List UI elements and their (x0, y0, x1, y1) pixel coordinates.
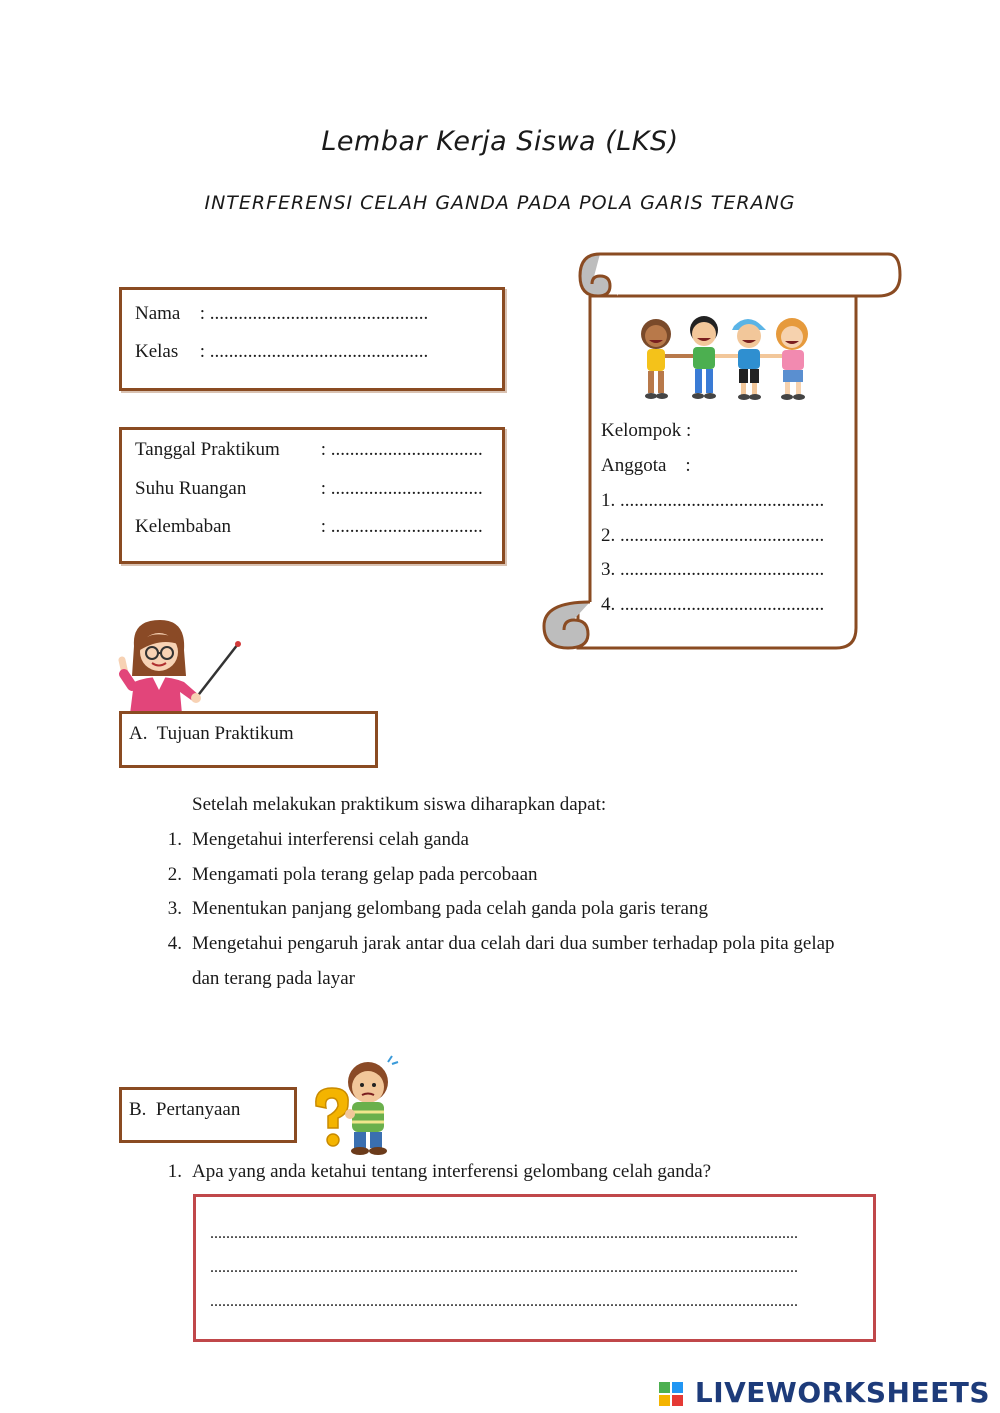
thinking-boy-illustration (290, 1054, 400, 1156)
brand-name: LIVEWORKSHEETS (694, 1376, 990, 1409)
item-text: Mengamati pola terang gelap pada percobaan (192, 864, 538, 885)
liveworksheets-brand (659, 1376, 990, 1409)
section-a-intro: Setelah melakukan praktikum siswa diharapkan dapat: (192, 794, 607, 815)
suhu-label: Suhu Ruangan (135, 478, 247, 499)
kelembaban-row (135, 516, 483, 538)
kelas-field[interactable]: : .............................................. (199, 341, 429, 362)
answer-line-3[interactable]: ................................................................................................................................................... (210, 1293, 798, 1310)
item-text: Menentukan panjang gelombang pada celah ganda pola garis terang (192, 898, 708, 919)
suhu-field[interactable]: : ................................ (320, 478, 483, 499)
item-text-continued: dan terang pada layar (192, 968, 355, 989)
list-item (162, 864, 902, 890)
item-number: 1. (167, 829, 182, 850)
list-item (162, 829, 902, 855)
liveworksheets-logo-icon (659, 1382, 683, 1406)
item-number: 2. (167, 864, 182, 885)
tanggal-field[interactable]: : ................................ (320, 439, 483, 460)
anggota-label: Anggota : (601, 455, 691, 476)
member-2-field[interactable]: 2. ........................................... (601, 525, 825, 546)
answer-line-1[interactable]: ................................................................................................................................................... (210, 1225, 798, 1242)
item-text: Mengetahui pengaruh jarak antar dua celah dari dua sumber terhadap pola pita gelap (192, 933, 835, 954)
answer-line-2[interactable]: ................................................................................................................................................... (210, 1259, 798, 1276)
section-a-heading (119, 711, 378, 768)
question-item (162, 1161, 902, 1187)
section-b-heading-text: B. Pertanyaan (129, 1099, 241, 1120)
kelembaban-label: Kelembaban (135, 516, 232, 537)
question-text: Apa yang anda ketahui tentang interferensi gelombang celah ganda? (192, 1161, 712, 1182)
item-text: Mengetahui interferensi celah ganda (192, 829, 469, 850)
suhu-row (135, 478, 483, 500)
page-subtitle: INTERFERENSI CELAH GANDA PADA POLA GARIS TERANG (204, 192, 796, 214)
teacher-illustration (116, 616, 246, 714)
kelas-label: Kelas (135, 341, 179, 362)
identity-box (119, 287, 505, 391)
section-b-heading (119, 1087, 297, 1143)
member-4-field[interactable]: 4. ........................................... (601, 594, 825, 615)
section-a-heading-text: A. Tujuan Praktikum (129, 723, 294, 744)
kelompok-label: Kelompok : (601, 420, 692, 441)
kelas-row (135, 341, 428, 363)
children-illustration (632, 312, 822, 404)
list-item (162, 898, 902, 924)
list-item (162, 933, 902, 959)
nama-label: Nama (135, 303, 181, 324)
item-number: 3. (167, 898, 182, 919)
page-title: Lembar Kerja Siswa (LKS) (321, 126, 679, 157)
member-3-field[interactable]: 3. ........................................... (601, 559, 825, 580)
nama-row (135, 303, 428, 325)
item-number: 4. (167, 933, 182, 954)
question-number: 1. (167, 1161, 182, 1182)
nama-field[interactable]: : .............................................. (199, 303, 429, 324)
member-1-field[interactable]: 1. ........................................... (601, 490, 825, 511)
answer-box[interactable] (193, 1194, 876, 1342)
kelembaban-field[interactable]: : ................................ (320, 516, 483, 537)
tanggal-row (135, 439, 483, 461)
practicum-box (119, 427, 505, 564)
tanggal-label: Tanggal Praktikum (135, 439, 280, 460)
